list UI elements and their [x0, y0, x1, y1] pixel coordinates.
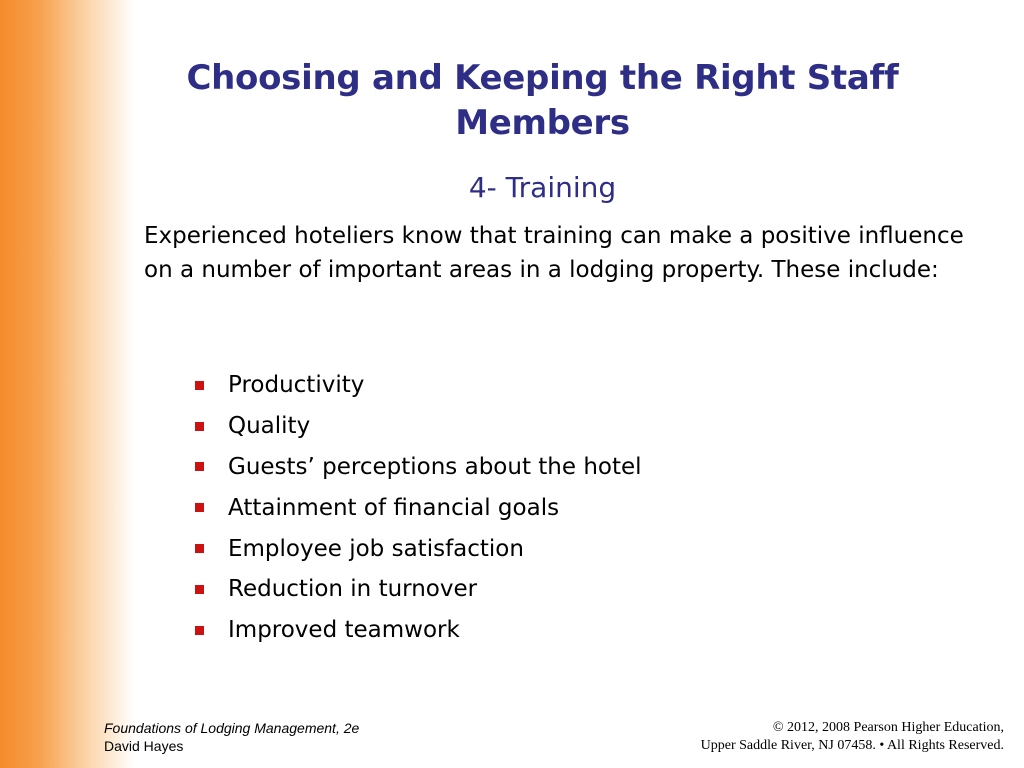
bullet-square-icon [195, 381, 204, 390]
footer-copyright [701, 719, 1004, 755]
bullet-text: Attainment of financial goals [228, 494, 560, 521]
bullet-square-icon [195, 503, 204, 512]
bullet-square-icon [195, 585, 204, 594]
bullet-text: Guests’ perceptions about the hotel [228, 453, 642, 480]
slide-title: Choosing and Keeping the Right Staff Members [186, 58, 899, 143]
copyright-line-2: Upper Saddle River, NJ 07458. • All Rights Reserved. [700, 738, 1004, 753]
bullet-text: Quality [228, 413, 311, 440]
footer-author: David Hayes [104, 738, 184, 754]
orange-sidebar-gradient [0, 0, 140, 768]
list-item [193, 447, 642, 488]
slide-subtitle: 4- Training [468, 171, 617, 204]
footer-left [104, 719, 359, 755]
copyright-line-1: © 2012, 2008 Pearson Higher Education, [772, 720, 1004, 735]
list-item [193, 365, 642, 406]
bullet-text: Reduction in turnover [228, 576, 478, 603]
bullet-square-icon [195, 626, 204, 635]
bullet-square-icon [195, 422, 204, 431]
bullet-list [193, 365, 642, 651]
bullet-text: Employee job satisfaction [228, 535, 524, 562]
bullet-square-icon [195, 462, 204, 471]
list-item [193, 406, 642, 447]
bullet-text: Productivity [228, 372, 365, 399]
list-item [193, 487, 642, 528]
list-item [193, 569, 642, 610]
footer-book-title: Foundations of Lodging Management, 2e [104, 720, 360, 736]
bullet-square-icon [195, 544, 204, 553]
list-item [193, 610, 642, 651]
intro-paragraph: Experienced hoteliers know that training can make a positive influence on a number of important areas in a lodging property. These include: [144, 223, 964, 283]
list-item [193, 528, 642, 569]
bullet-text: Improved teamwork [228, 617, 460, 644]
